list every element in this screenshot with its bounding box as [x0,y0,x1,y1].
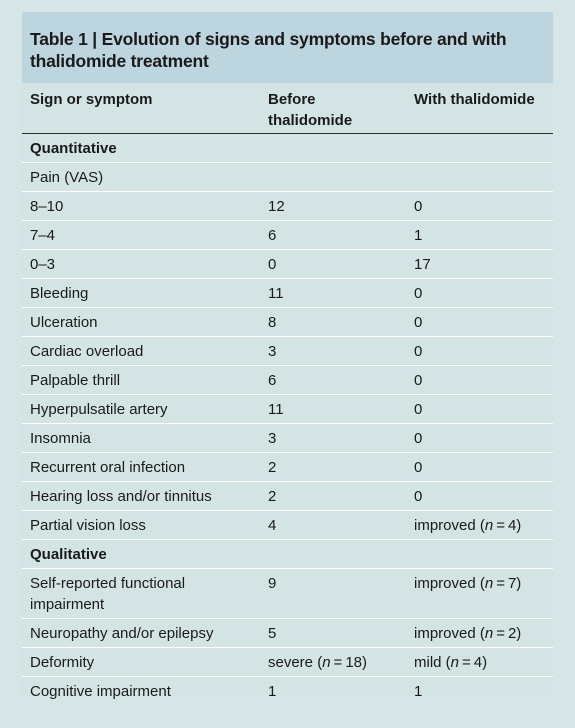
cell-with: 1 [414,683,423,700]
cell-with: 0 [414,343,423,360]
cell-with: 0 [414,401,423,418]
cell-before: 1 [268,683,277,700]
cell-before: 0 [268,256,277,273]
cell-before: 5 [268,625,277,642]
cell-with: improved (n = 4) [414,517,522,534]
cell-with: 0 [414,198,423,215]
cell-sign: Deformity [30,654,95,671]
cell-sign: 8–10 [30,198,64,215]
cell-before: 9 [268,575,277,592]
cell-before: 12 [268,198,285,215]
column-header-before: Before thalidomide [268,91,353,129]
cell-sign: Neuropathy and/or epilepsy [30,625,214,642]
cell-before: 8 [268,314,277,331]
cell-before: severe (n = 18) [268,654,367,671]
table-card [22,12,553,700]
table-row [22,279,553,308]
cell-sign: Pain (VAS) [30,169,104,186]
table-row [22,308,553,337]
table-title-text: Evolution of signs and symptoms before and with thalidomide treatment [30,29,507,71]
cell-with: improved (n = 7) [414,575,522,592]
cell-before: 2 [268,488,277,505]
cell-sign: Palpable thrill [30,372,121,389]
table-row [22,569,553,619]
table-row [22,482,553,511]
table-row [22,424,553,453]
cell-sign: Self-reported functional impairment [30,575,186,613]
cell-sign: Partial vision loss [30,517,146,534]
section-header-row [22,134,553,163]
table-header-row [22,83,553,134]
table-row [22,677,553,705]
cell-with: 0 [414,372,423,389]
column-header-with: With thalidomide [414,91,535,108]
cell-sign: Recurrent oral infection [30,459,186,476]
cell-with: 0 [414,459,423,476]
cell-sign: Hyperpulsatile artery [30,401,168,418]
cell-before: 2 [268,459,277,476]
table-row [22,366,553,395]
table-row [22,619,553,648]
cell-sign: Bleeding [30,285,89,302]
column-header-sign: Sign or symptom [30,91,153,108]
cell-sign: Hearing loss and/or tinnitus [30,488,212,505]
cell-before: 11 [268,401,284,418]
cell-with: 1 [414,227,423,244]
table-row [22,163,553,192]
cell-sign: Quantitative [30,140,117,157]
table-row [22,395,553,424]
cell-before: 4 [268,517,277,534]
cell-before: 6 [268,227,277,244]
cell-before: 6 [268,372,277,389]
cell-with: 0 [414,285,423,302]
cell-sign: Qualitative [30,546,107,563]
table-title [22,12,553,83]
table-body [22,134,553,705]
cell-with: mild (n = 4) [414,654,488,671]
table-row [22,511,553,540]
cell-with: 0 [414,314,423,331]
table-row [22,453,553,482]
cell-before: 11 [268,285,284,302]
cell-sign: Cardiac overload [30,343,144,360]
cell-sign: Ulceration [30,314,98,331]
cell-sign: 7–4 [30,227,56,244]
section-header-row [22,540,553,569]
cell-sign: Cognitive impairment [30,683,171,700]
table-row [22,250,553,279]
cell-before: 3 [268,343,277,360]
table-row [22,648,553,677]
table-title-label: Table 1 | [30,29,102,49]
table-row [22,192,553,221]
table-row [22,221,553,250]
cell-with: 17 [414,256,431,273]
cell-sign: 0–3 [30,256,56,273]
cell-sign: Insomnia [30,430,91,447]
cell-with: 0 [414,430,423,447]
cell-before: 3 [268,430,277,447]
table-row [22,337,553,366]
cell-with: 0 [414,488,423,505]
cell-with: improved (n = 2) [414,625,522,642]
